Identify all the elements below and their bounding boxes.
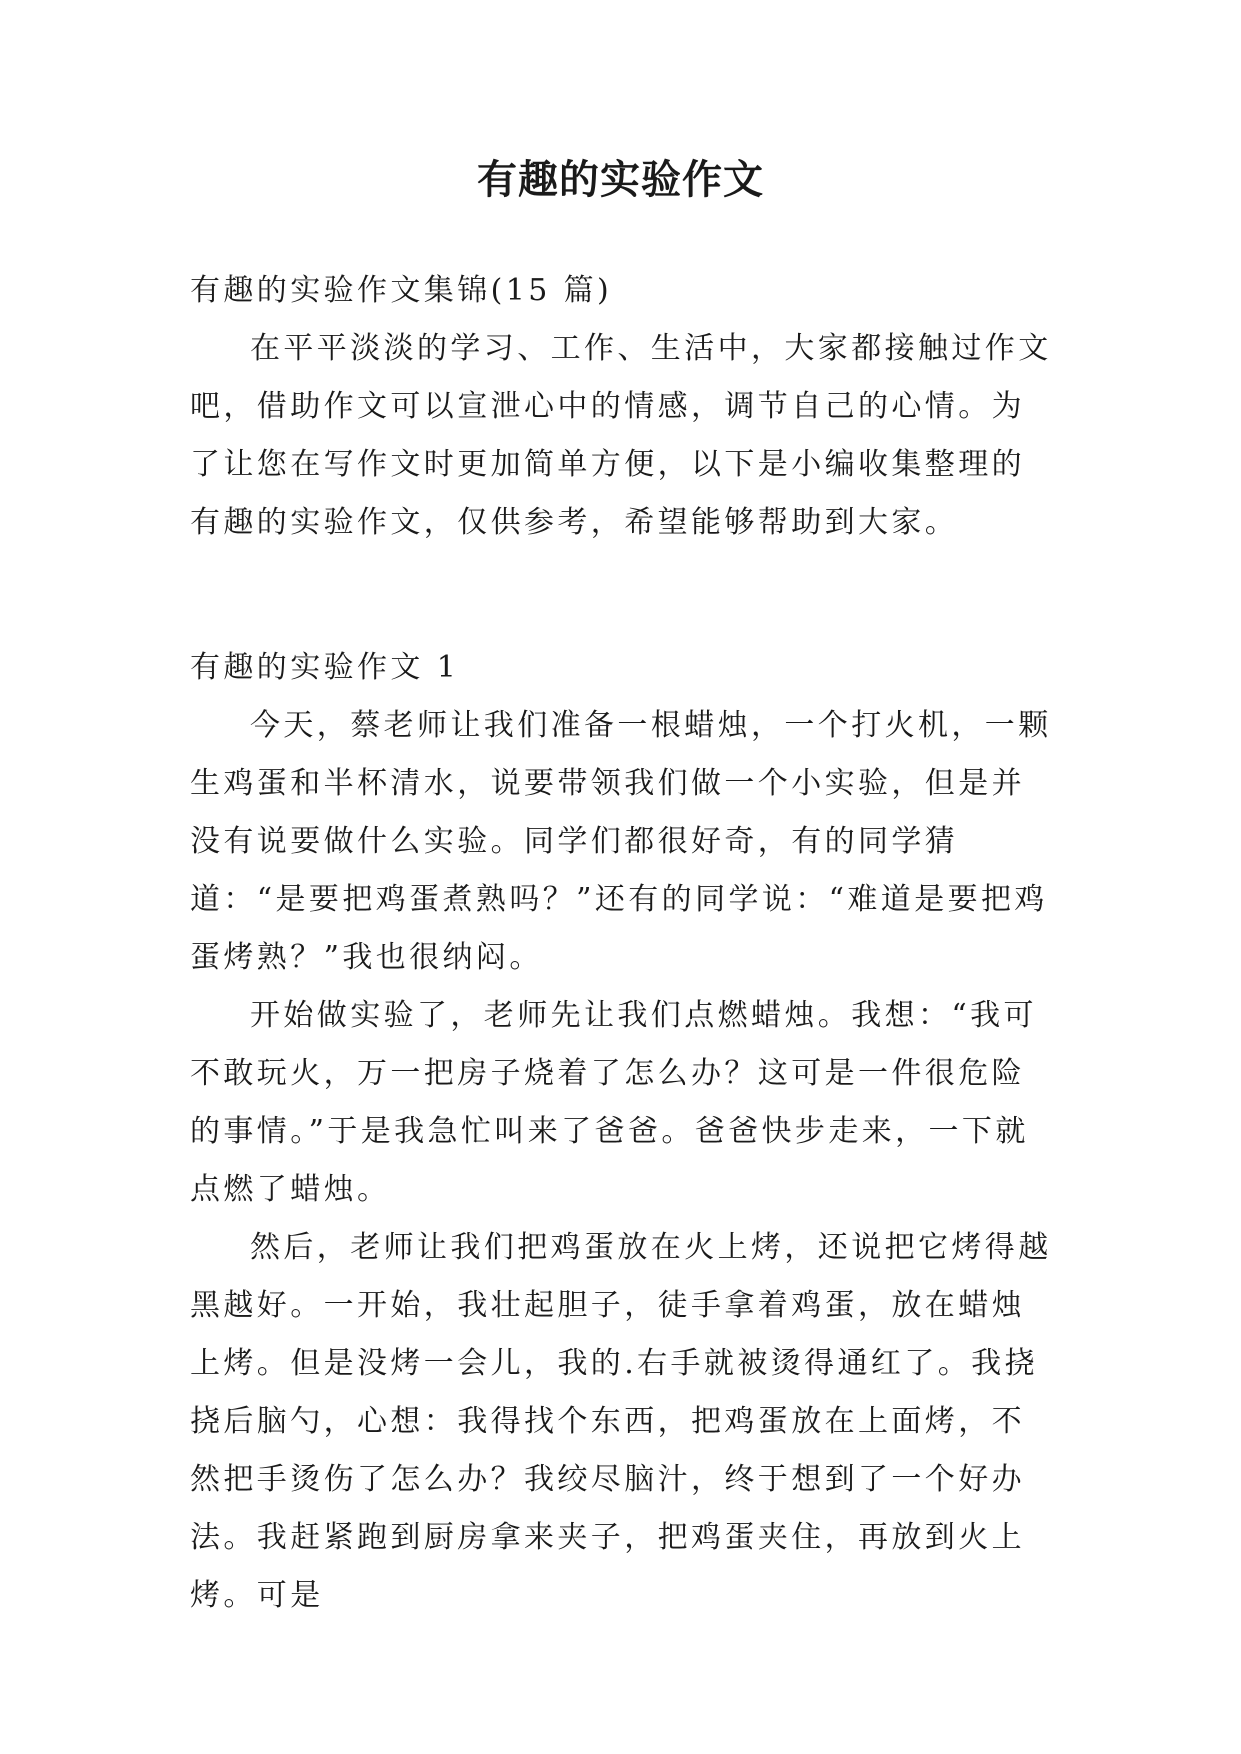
body-paragraph: 然后，老师让我们把鸡蛋放在火上烤，还说把它烤得越黑越好。一开始，我壮起胆子，徒手拿着鸡蛋，放在蜡烛上烤。但是没烤一会儿，我的.右手就被烫得通红了。我挠挠后脑勺，心想：我得找个东西，把鸡蛋放在上面烤，不然把手烫伤了怎么办？我绞尽脑汁，终于想到了一个好办法。我赶紧跑到厨房拿来夹子，把鸡蛋夹住，再放到火上烤。可是 (190, 1230, 1052, 1613)
intro-paragraph: 在平平淡淡的学习、工作、生活中，大家都接触过作文吧，借助作文可以宣泄心中的情感，调节自己的心情。为了让您在写作文时更加简单方便，以下是小编收集整理的有趣的实验作文，仅供参考，希望能够帮助到大家。 (190, 331, 1052, 540)
body-paragraph: 今天，蔡老师让我们准备一根蜡烛，一个打火机，一颗生鸡蛋和半杯清水，说要带领我们做一个小实验，但是并没有说要做什么实验。同学们都很好奇，有的同学猜道：“是要把鸡蛋煮熟吗？”还有的同学说：“难道是要把鸡蛋烤熟？”我也很纳闷。 (190, 708, 1052, 975)
document-title: 有趣的实验作文 (477, 156, 764, 203)
body-paragraph: 开始做实验了，老师先让我们点燃蜡烛。我想：“我可不敢玩火，万一把房子烧着了怎么办？这可是一件很危险的事情。”于是我急忙叫来了爸爸。爸爸快步走来，一下就点燃了蜡烛。 (190, 998, 1037, 1207)
section-heading: 有趣的实验作文 1 (190, 650, 460, 685)
document-body (190, 262, 1052, 1625)
collection-subtitle: 有趣的实验作文集锦(15 篇) (190, 273, 613, 308)
